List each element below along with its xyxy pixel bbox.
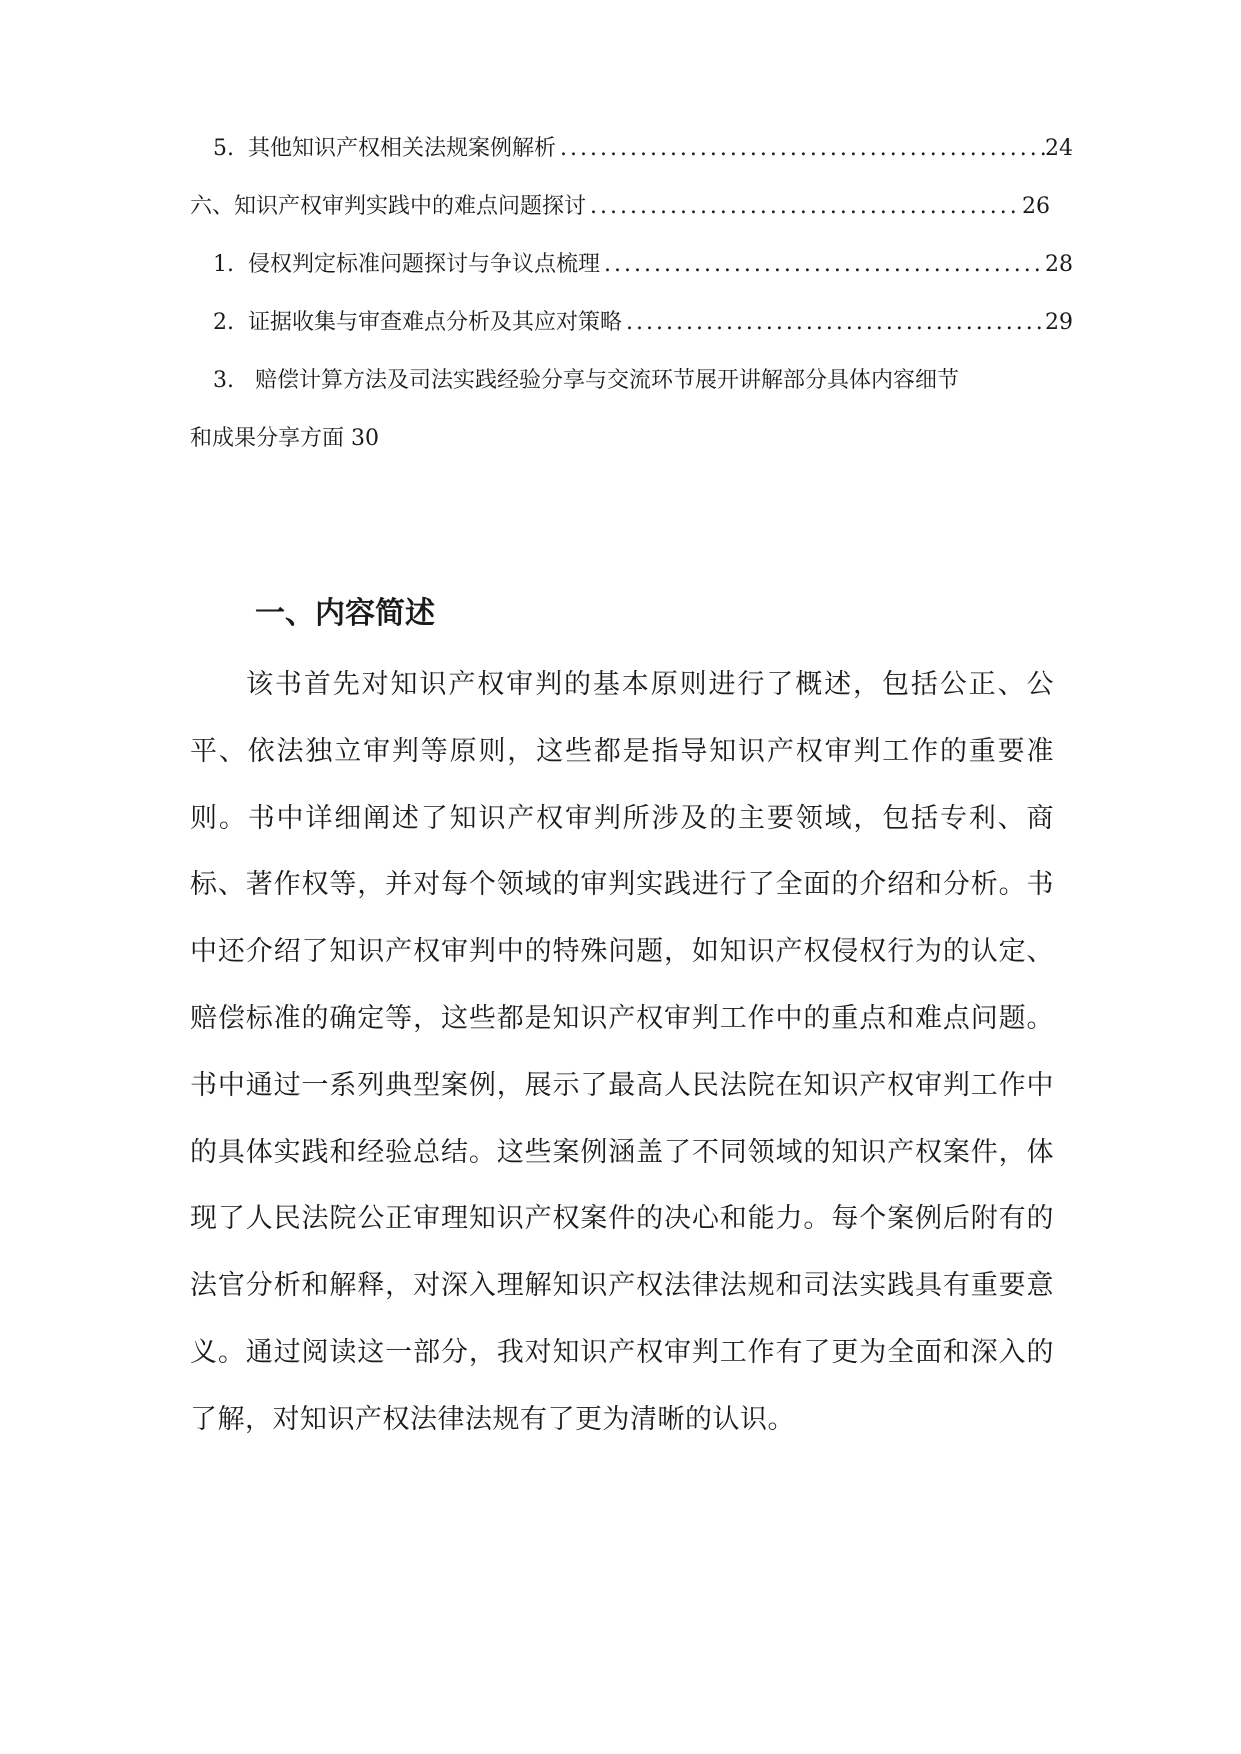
toc-leader-dots [556,134,1045,164]
toc-entry-page: 26 [1022,194,1050,219]
toc-entry[interactable] [213,250,1073,280]
toc-leader-dots [600,250,1045,280]
toc-entry-title: 赔偿计算方法及司法实践经验分享与交流环节展开讲解部分具体内容细节 [255,368,960,393]
section-heading: 一、内容简述 [255,596,435,632]
toc-entry-title: 六、知识产权审判实践中的难点问题探讨 [190,194,587,219]
toc-entry-title: 侵权判定标准问题探讨与争议点梳理 [248,252,601,277]
toc-leader-dots [622,308,1045,338]
toc-entry-page: 28 [1045,252,1073,277]
toc-entry-number: 1. [213,252,234,277]
toc-entry-page: 29 [1045,310,1073,335]
toc-leader-dots [586,192,1022,222]
toc-entry-page: 24 [1045,136,1073,161]
toc-entry-number: 3. [213,368,234,393]
toc-entry-number: 2. [213,310,234,335]
toc-entry[interactable] [190,192,1050,222]
toc-entry-title: 证据收集与审查难点分析及其应对策略 [248,310,623,335]
toc-entry-title: 其他知识产权相关法规案例解析 [248,136,557,161]
toc-entry[interactable] [213,308,1073,338]
toc-entry-continuation[interactable]: 和成果分享方面 30 [190,426,379,451]
toc-entry[interactable] [213,134,1073,164]
toc-entry-number: 5. [213,136,234,161]
toc-entry-wrapped[interactable] [213,366,1073,396]
body-paragraph: 该书首先对知识产权审判的基本原则进行了概述，包括公正、公平、依法独立审判等原则，这些都是指导知识产权审判工作的重要准则。书中详细阐述了知识产权审判所涉及的主要领域，包括专利、商标、著作权等，并对每个领域的审判实践进行了全面的介绍和分析。书中还介绍了知识产权审判中的特殊问题，如知识产权侵权行为的认定、赔偿标准的确定等，这些都是知识产权审判工作中的重点和难点问题。书中通过一系列典型案例，展示了最高人民法院在知识产权审判工作中的具体实践和经验总结。这些案例涵盖了不同领域的知识产权案件，体现了人民法院公正审理知识产权案件的决心和能力。每个案例后附有的法官分析和解释，对深入理解知识产权法律法规和司法实践具有重要意义。通过阅读这一部分，我对知识产权审判工作有了更为全面和深入的了解，对知识产权法律法规有了更为清晰的认识。 [190,669,1054,1435]
